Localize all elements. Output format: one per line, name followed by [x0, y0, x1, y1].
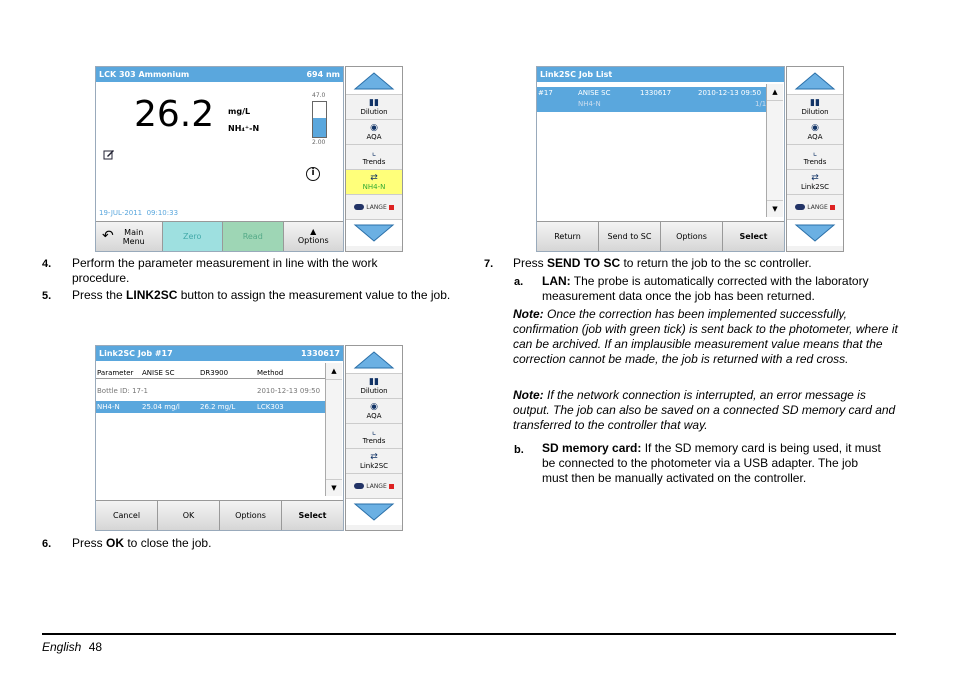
scroll-down-button[interactable] — [346, 219, 402, 246]
link2sc-button[interactable] — [346, 169, 402, 194]
aqa-label: AQA — [807, 133, 823, 141]
read-button[interactable]: Read — [223, 222, 284, 251]
bottle-id: Bottle ID: 17-1 — [97, 387, 148, 395]
dilution-label: Dilution — [360, 108, 388, 116]
step-5-post: button to assign the measurement value to the job. — [177, 288, 451, 302]
job-date: 2010-12-13 09:50 — [698, 89, 762, 97]
gauge-top-label: 47.0 — [312, 92, 326, 99]
side-toolbar-1 — [345, 66, 403, 252]
header-parameter: Parameter — [97, 369, 134, 377]
header-anise: ANISE SC — [142, 369, 175, 377]
scrollbar-down-icon[interactable]: ▼ — [767, 200, 783, 217]
aqa-icon: ◉ — [370, 123, 378, 133]
select-button[interactable]: Select — [723, 222, 784, 251]
aqa-button[interactable] — [346, 119, 402, 144]
selected-job-row[interactable] — [537, 87, 766, 112]
result-method: LCK303 — [257, 403, 284, 411]
table-header — [96, 367, 325, 379]
lange-red-icon — [389, 484, 394, 489]
measurement-value: 26.2 — [134, 94, 215, 135]
lange-label: LANGE — [807, 203, 828, 211]
substep-a-bold: LAN: — [542, 274, 571, 288]
note-2-label: Note: — [513, 388, 544, 402]
scroll-up-button[interactable] — [787, 67, 843, 94]
page-number: 48 — [88, 640, 103, 654]
step-7-pre: Press — [513, 256, 548, 270]
link2sc-label: Link2SC — [800, 183, 830, 191]
side-toolbar-2 — [786, 66, 844, 252]
bottle-date: 2010-12-13 09:50 — [257, 387, 321, 395]
down-arrow-icon — [353, 223, 395, 243]
link2sc-button[interactable] — [346, 448, 402, 473]
step-5-text — [72, 288, 457, 303]
options-button[interactable] — [284, 222, 344, 251]
dilution-label: Dilution — [801, 108, 829, 116]
job-detail-screen — [95, 345, 344, 531]
scroll-up-button[interactable] — [346, 67, 402, 94]
link2sc-icon: ⇄ — [370, 452, 378, 462]
options-label: Options — [297, 236, 329, 245]
main-menu-button[interactable] — [96, 222, 163, 251]
gauge-bottom-label: 2.00 — [312, 139, 326, 146]
trends-button[interactable] — [346, 144, 402, 169]
step-5-number: 5. — [42, 290, 52, 302]
scrollbar-down-icon[interactable]: ▼ — [326, 479, 342, 496]
screen-title-bar — [537, 67, 784, 82]
down-arrow-icon — [353, 502, 395, 522]
concentration-gauge — [312, 101, 327, 138]
note-1-body: Once the correction has been implemented successfully, confirmation (job with green tick) is sent back to the photometer, where it can be archived. If an implausible measurement value means that the correction cannot be made, the job is returned with a red cross. — [513, 307, 898, 366]
send-to-sc-button[interactable]: Send to SC — [599, 222, 661, 251]
result-lab-value: 26.2 mg/L — [200, 403, 236, 411]
date-time: 19-JUL-2011 09:10:33 — [99, 209, 179, 217]
trends-label: Trends — [803, 158, 827, 166]
measurement-button-bar — [96, 221, 343, 251]
header-dr3900: DR3900 — [200, 369, 229, 377]
note-1 — [513, 307, 903, 367]
list-scrollbar[interactable] — [325, 363, 342, 496]
job-code: 1330617 — [640, 89, 672, 97]
job-id: #17 — [538, 89, 553, 97]
dilution-icon: ▮▮ — [810, 98, 820, 108]
trends-label: Trends — [362, 158, 386, 166]
edit-icon[interactable] — [103, 145, 115, 157]
footer-rule — [42, 633, 896, 635]
down-arrow-icon — [794, 223, 836, 243]
step-5-bold: LINK2SC — [126, 288, 178, 302]
dilution-label: Dilution — [360, 387, 388, 395]
dilution-icon: ▮▮ — [369, 377, 379, 387]
dilution-button[interactable] — [346, 94, 402, 119]
lange-label: LANGE — [366, 482, 387, 490]
main-menu-label: Main Menu — [122, 227, 145, 246]
species-label: NH₄⁺-N — [228, 124, 260, 133]
step-6-number: 6. — [42, 538, 52, 550]
trends-button[interactable] — [346, 423, 402, 448]
scrollbar-up-icon[interactable]: ▲ — [326, 363, 342, 380]
options-button[interactable]: Options — [220, 501, 282, 530]
link2sc-label: Link2SC — [359, 462, 389, 470]
dilution-button[interactable] — [346, 373, 402, 398]
lange-logo — [346, 473, 402, 498]
ok-button[interactable]: OK — [158, 501, 220, 530]
substep-a-body: The probe is automatically corrected with the laboratory measurement data once the job has been returned. — [542, 274, 869, 303]
job-name: ANISE SC — [578, 89, 611, 97]
select-button[interactable]: Select — [282, 501, 343, 530]
job-parameter: NH4-N — [578, 100, 601, 108]
gauge-fill — [313, 118, 326, 137]
note-1-label: Note: — [513, 307, 544, 321]
substep-a-number: a. — [514, 276, 524, 288]
step-4-number: 4. — [42, 258, 52, 270]
step-6-pre: Press — [72, 536, 107, 550]
step-5-pre: Press the — [72, 288, 127, 302]
up-arrow-icon — [353, 71, 395, 91]
step-4-text: Perform the parameter measurement in line with the work procedure. — [72, 256, 378, 285]
hach-logo-icon — [354, 483, 364, 489]
trends-icon: ⌞ — [371, 148, 377, 158]
job-list-button-bar — [537, 221, 784, 251]
job-button-bar — [96, 500, 343, 530]
dilution-button[interactable] — [787, 94, 843, 119]
bottle-row[interactable] — [96, 385, 325, 397]
lange-red-icon — [389, 205, 394, 210]
return-arrow-icon: ↶ — [102, 228, 114, 244]
substep-b-bold: SD memory card: — [542, 441, 642, 455]
aqa-label: AQA — [366, 133, 382, 141]
info-icon[interactable]: i — [306, 167, 320, 181]
lange-label: LANGE — [366, 203, 387, 211]
selected-result-row[interactable] — [96, 401, 325, 413]
cancel-button[interactable]: Cancel — [96, 501, 158, 530]
page-footer — [42, 640, 102, 654]
up-arrow-icon — [794, 71, 836, 91]
step-7-post: to return the job to the sc controller. — [620, 256, 812, 270]
scroll-up-button[interactable] — [346, 346, 402, 373]
link2sc-icon: ⇄ — [370, 173, 378, 183]
link2sc-icon: ⇄ — [811, 173, 819, 183]
aqa-label: AQA — [366, 412, 382, 420]
wavelength: 694 nm — [306, 70, 340, 79]
hach-logo-icon — [795, 204, 805, 210]
step-6-text — [72, 536, 452, 551]
step-7-text — [513, 256, 903, 271]
aqa-button[interactable] — [787, 119, 843, 144]
options-up-icon: ▲ — [310, 227, 317, 236]
job-page: 1/1 — [755, 100, 767, 108]
measurement-screen — [95, 66, 344, 252]
side-toolbar-3 — [345, 345, 403, 531]
scroll-down-button[interactable] — [787, 219, 843, 246]
dilution-icon: ▮▮ — [369, 98, 379, 108]
substep-a-text — [542, 274, 902, 304]
scrollbar-up-icon[interactable]: ▲ — [767, 84, 783, 101]
footer-language: English — [42, 640, 82, 654]
note-2 — [513, 388, 903, 433]
trends-icon: ⌞ — [371, 427, 377, 437]
link2sc-label: NH4-N — [362, 183, 386, 191]
job-list-screen — [536, 66, 785, 252]
result-parameter: NH4-N — [97, 403, 120, 411]
trends-button[interactable] — [787, 144, 843, 169]
result-sc-value: 25.04 mg/l — [142, 403, 180, 411]
step-6-post: to close the job. — [124, 536, 212, 550]
link2sc-button[interactable] — [787, 169, 843, 194]
zero-button[interactable]: Zero — [163, 222, 224, 251]
options-button[interactable]: Options — [661, 222, 723, 251]
trends-label: Trends — [362, 437, 386, 445]
step-7-bold: SEND TO SC — [547, 256, 621, 270]
screen-title-bar — [96, 346, 343, 361]
note-2-body: If the network connection is interrupted, an error message is output. The job can also be saved on a connected SD memory card and transferred to the controller that way. — [513, 388, 896, 432]
step-7-number: 7. — [484, 258, 494, 270]
step-6-bold: OK — [106, 536, 125, 550]
hach-logo-icon — [354, 204, 364, 210]
screen-title: Link2SC Job #17 — [99, 349, 173, 358]
lange-logo — [787, 194, 843, 219]
up-arrow-icon — [353, 350, 395, 370]
screen-title: Link2SC Job List — [540, 70, 613, 79]
substep-b-body: If the SD memory card is being used, it must be connected to the photometer via a USB adapter. The job must then be manually activated on the controller. — [542, 441, 881, 485]
trends-icon: ⌞ — [812, 148, 818, 158]
list-scrollbar[interactable] — [766, 84, 783, 217]
unit-label: mg/L — [228, 107, 251, 116]
scroll-down-button[interactable] — [346, 498, 402, 525]
aqa-icon: ◉ — [811, 123, 819, 133]
screen-title: LCK 303 Ammonium — [99, 70, 190, 79]
return-button[interactable]: Return — [537, 222, 599, 251]
substep-b-number: b. — [514, 444, 524, 456]
lange-logo — [346, 194, 402, 219]
substep-b-text — [542, 441, 887, 486]
job-code: 1330617 — [301, 349, 340, 358]
screen-title-bar — [96, 67, 343, 82]
aqa-button[interactable] — [346, 398, 402, 423]
lange-red-icon — [830, 205, 835, 210]
aqa-icon: ◉ — [370, 402, 378, 412]
header-method: Method — [257, 369, 284, 377]
